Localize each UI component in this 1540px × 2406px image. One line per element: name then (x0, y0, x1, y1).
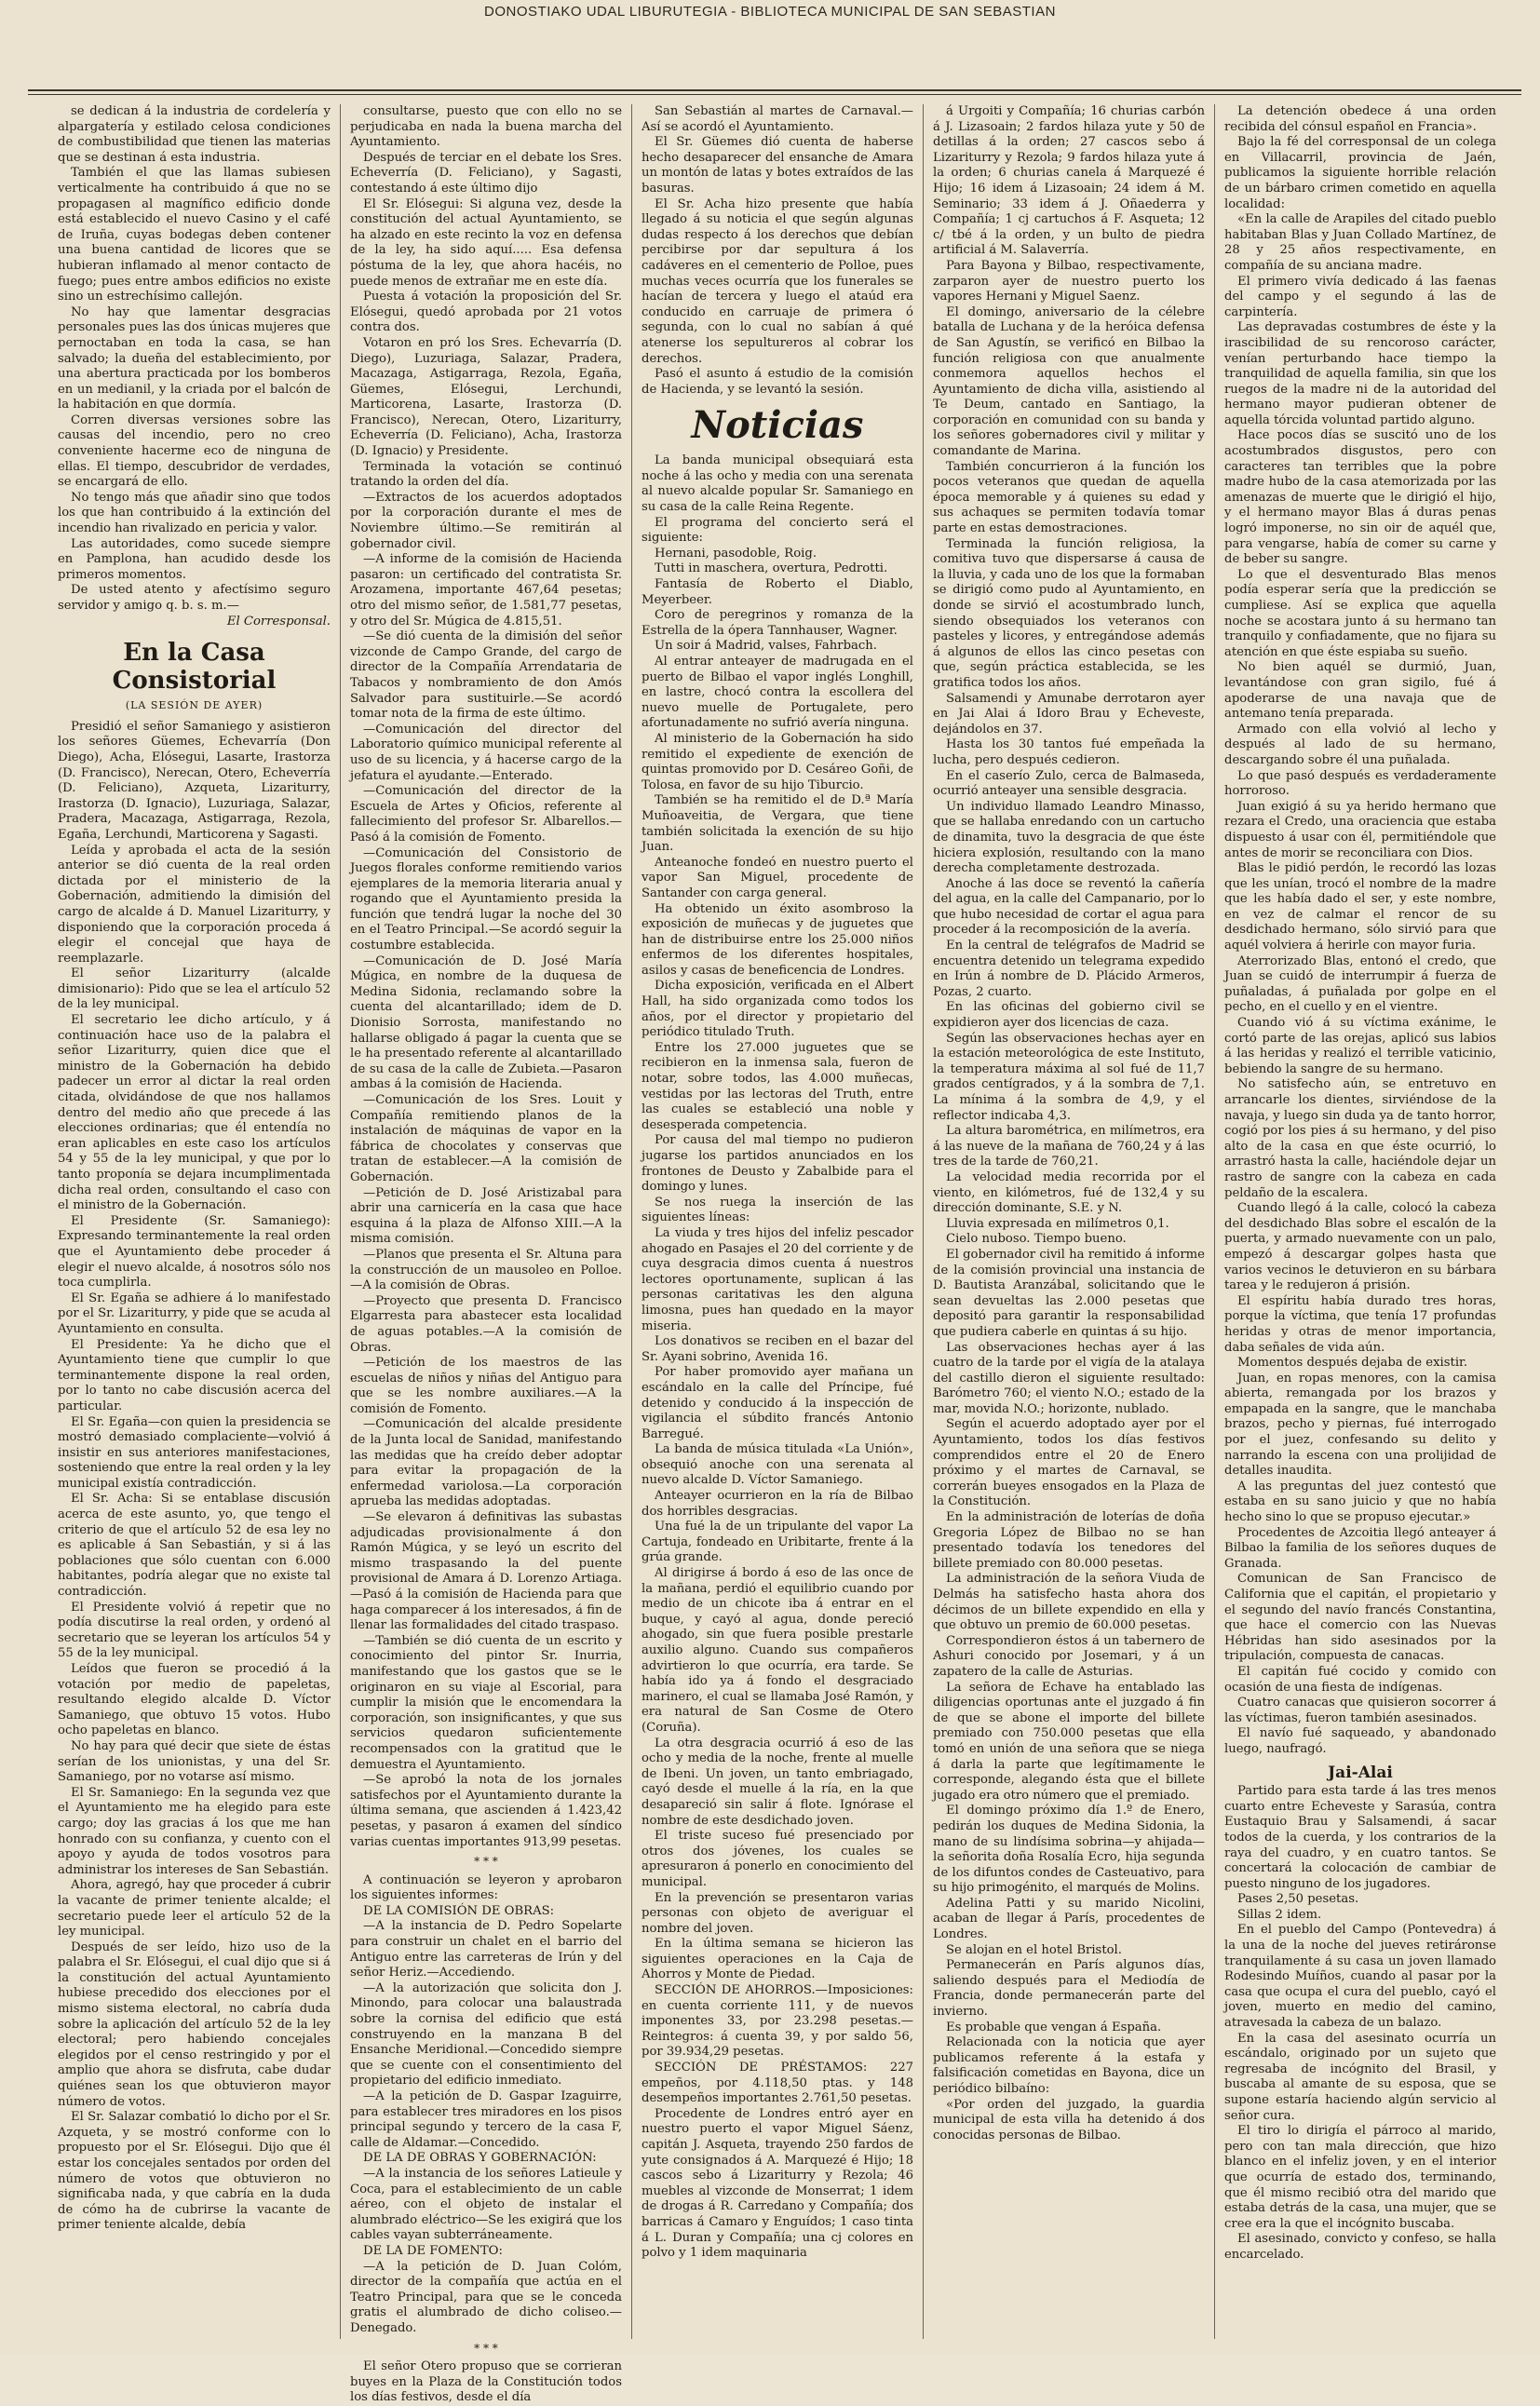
paragraph: SECCIÓN DE PRÉSTAMOS: 227 empeños, por 4.118,50 ptas. y 148 desempeños importantes 2.761,50 pesetas. (642, 2061, 913, 2106)
paragraph: Las autoridades, como sucede siempre en Pamplona, han acudido desde los primeros momentos. (58, 536, 331, 582)
paragraph: La otra desgracia ocurrió á eso de las ocho y media de la noche, frente al muelle de Ibeni. Un joven, un tanto embriagado, cayó desde el muelle á la ría, en la que desapareció sin salir á flote. Ignórase el nombre de este desdichado joven. (642, 1736, 913, 1828)
paragraph: —Comunicación del director del Laboratorio químico municipal referente al uso de su licencia, y á hacerse cargo de la jefatura el ayudante.—Enterado. (350, 722, 622, 783)
paragraph: Leída y aprobada el acta de la sesión anterior se dió cuenta de la real orden dictada por el ministerio de la Gobernación, admitiendo la dimisión del cargo de alcalde á D. Manuel Lizariturry, y disponiendo que la corporación proceda á elegir el concejal que haya de reemplazarle. (58, 843, 331, 966)
paragraph: También concurrieron á la función los pocos veteranos que quedan de aquella época memorable y á quienes su edad y sus achaques se permiten todavía tomar parte en estas demostraciones. (933, 459, 1205, 536)
paragraph: Después de ser leído, hizo uso de la palabra el Sr. Elósegui, el cual dijo que si á la constitución del actual Ayuntamiento hubiese precedido dos elecciones por el mismo sistema electoral, no cabría duda sobre la aplicación del artículo 52 de la ley electoral; pero habiendo concejales elegidos por el censo restringido y por el amplio que ahora se disfruta, cabe dudar quiénes sean los que obtuvieron mayor número de votos. (58, 1940, 331, 2109)
noticias-title: Noticias (691, 403, 864, 448)
paragraph: La altura barométrica, en milímetros, era á las nueve de la mañana de 760,24 y á las tres de la tarde de 760,21. (933, 1124, 1205, 1169)
paragraph: El Sr. Acha: Si se entablase discusión acerca de este asunto, yo, que tengo el criterio de que el artículo 52 de esa ley no es aplicable á San Sebastián, y si á las poblaciones que sólo cuentan con 6.000 habitantes, podría alegar que no existe tal contradicción. (58, 1492, 331, 1600)
paragraph: Puesta á votación la proposición del Sr. Elósegui, quedó aprobada por 21 votos contra dos. (350, 290, 622, 335)
column-1 (48, 104, 340, 2339)
paragraph: DE LA DE OBRAS Y GOBERNACIÓN: (363, 2151, 597, 2166)
paragraph: El secretario lee dicho artículo, y á continuación hace uso de la palabra el señor Lizariturry, quien dice que el ministro de la Gobernación ha debido padecer un error al dictar la real orden citada, olvidándose de que nos hallamos dentro del medio año que precede á las elecciones ordinarias; que él entendía no eran aplicables en este caso los artículos 54 y 55 de la ley municipal, y que por lo tanto proponía se dejara incumplimentada dicha real orden, consultando el caso con el ministro de la Gobernación. (58, 1013, 331, 1213)
paragraph: Cielo nuboso. Tiempo bueno. (946, 1232, 1127, 1247)
paragraph: Entre los 27.000 juguetes que se recibieron en la inmensa sala, fueron de notar, sobre todos, las 4.000 muñecas, vestidas por las lectoras del Truth, entre las cuales se estableció una noble y desesperada competencia. (642, 1040, 913, 1132)
columns (48, 104, 1506, 2405)
paragraph: Un individuo llamado Leandro Minasso, que se hallaba enredando con un cartucho de dinamita, tuvo la desgracia de que éste hiciera explosión, resultando con la mano derecha completamente destrozada. (933, 799, 1205, 876)
paragraph: El Sr. Acha hizo presente que había llegado á su noticia el que según algunas dudas respecto á los derechos que debían percibirse por dar sepultura á los cadáveres en el cementerio de Polloe, pues muchas veces ocurría que los funerales se hacían de tercera y luego el ataúd era conducido en carruaje de primera ó segunda, con lo cual no sabían á qué atenerse los sepultureros al cobrar los derechos. (642, 196, 913, 366)
paragraph: Terminada la función religiosa, la comitiva tuvo que dispersarse á causa de la lluvia, y cada uno de los que la formaban se dirigió como pudo al Ayuntamiento, en donde se sirvió el acostumbrado lunch, siendo obsequiados los veteranos con pasteles y licores, y entregándose además á algunos de ellos las cinco pesetas con que, según práctica establecida, se les gratifica todos los años. (933, 536, 1205, 690)
paragraph: En las oficinas del gobierno civil se expidieron ayer dos licencias de caza. (933, 1000, 1205, 1031)
paragraph: No hay para qué decir que siete de éstas serían de los unionistas, y una del Sr. Samaniego, por no votarse así mismo. (58, 1738, 331, 1785)
paragraph: DE LA COMISIÓN DE OBRAS: (363, 1903, 555, 1918)
paragraph: La velocidad media recorrida por el viento, en kilómetros, fué de 132,4 y su dirección dominante, S.E. y N. (933, 1169, 1205, 1216)
column-3 (631, 104, 923, 2339)
paragraph: El Sr. Güemes dió cuenta de haberse hecho desaparecer del ensanche de Amara un montón de latas y botes extraídos de las basuras. (642, 135, 913, 196)
paragraph: Presidió el señor Samaniego y asistieron los señores Güemes, Echevarría (Don Diego), Acha, Elósegui, Lasarte, Irastorza (D. Francisco), Nerecan, Otero, Echeverría (D. Feliciano), Azqueta, Lizariturry, Irastorza (D. Ignacio), Luzuriaga, Salazar, Pradera, Macazaga, Astigarraga, Rezola, Egaña, Lerchundi, Marticorena y Sagasti. (58, 719, 331, 842)
paragraph: Blas le pidió perdón, le recordó las lozas que les unían, trocó el nombre de la madre que les había dado el ser, y este nombre, en vez de calmar el rencor de su desdichado hermano, sólo sirvió para que aquél volviera á herirle con mayor furia. (1224, 861, 1496, 953)
paragraph: —Se aprobó la nota de los jornales satisfechos por el Ayuntamiento durante la última semana, que ascienden á 1.423,42 pesetas, y pasaron á examen del síndico varias cuentas importantes 913,99 pesetas. (350, 1773, 622, 1849)
paragraph: —Proyecto que presenta D. Francisco Elgarresta para abastecer esta localidad de aguas potables.—A la comisión de Obras. (350, 1293, 622, 1355)
paragraph: —A la petición de D. Juan Colóm, director de la compañía que actúa en el Teatro Principal, para que se le conceda gratis el alumbrado de dicho coliseo.—Denegado. (350, 2259, 622, 2335)
paragraph: A las preguntas del juez contestó que estaba en su sano juicio y que no había hecho sino lo que se propuso ejecutar.» (1224, 1479, 1496, 1525)
paragraph: El triste suceso fué presenciado por otros dos jóvenes, los cuales se apresuraron á ponerlo en conocimiento del municipal. (642, 1829, 913, 1889)
paragraph: á Urgoiti y Compañía; 16 churias carbón á J. Lizasoain; 2 fardos hilaza yute y 50 de detillas á la orden; 27 cascos sebo á Lizariturry y Rezola; 9 fardos hilaza yute á la orden; 6 churias canela á Marquezé é Hijo; 16 idem á Lizasoain; 24 idem á M. Seminario; 33 idem á J. Oñaederra y Compañía; 1 cj cartuchos á F. Asqueta; 12 c/ tbé á la orden, y un bulto de piedra artificial á M. Salaverría. (933, 104, 1205, 258)
paragraph: Procedente de Londres entró ayer en nuestro puerto el vapor Miguel Sáenz, capitán J. Asqueta, trayendo 250 fardos de yute consignados á A. Marquezé é Hijo; 18 cascos sebo á Lizariturry y Rezola; 46 muebles al vizconde de Monserrat; 1 idem de drogas á R. Carredano y Compañía; dos barricas á Camaro y Enguídos; 1 caso tinta á L. Duran y Compañía; una cj colores en polvo y 1 idem maquinaria (642, 2106, 913, 2261)
paragraph: —Planos que presenta el Sr. Altuna para la construcción de un mausoleo en Polloe.—A la comisión de Obras. (350, 1247, 622, 1293)
paragraph: El señor Lizariturry (alcalde dimisionario): Pido que se lea el artículo 52 de la ley municipal. (58, 966, 331, 1012)
paragraph: Un soir á Madrid, valses, Fahrbach. (655, 639, 877, 654)
paragraph: Hernani, pasodoble, Roig. (655, 546, 817, 561)
paragraph: Dicha exposición, verificada en el Albert Hall, ha sido organizada como todos los años, por el director y propietario del periódico titulado Truth. (642, 979, 913, 1040)
paragraph: El espíritu había durado tres horas, porque la víctima, que tenía 17 profundas heridas y otras de menor importancia, daba señales de vida aún. (1224, 1293, 1496, 1355)
signature: El Corresponsal. (226, 614, 331, 629)
paragraph: Según las observaciones hechas ayer en la estación meteorológica de este Instituto, la temperatura máxima al sol fué de 11,7 grados centígrados, y á la sombra de 7,1. La mínima á la sombra de 4,9, y el reflector indicaba 4,3. (933, 1031, 1205, 1123)
paragraph: Hasta los 30 tantos fué empeñada la lucha, pero después cedieron. (933, 737, 1205, 767)
paragraph: SECCIÓN DE AHORROS.—Imposiciones: en cuenta corriente 111, y de nuevos imponentes 33, por 23.298 pesetas.—Reintegros: á cuenta 39, y por saldo 56, por 39.934,29 pesetas. (642, 1983, 913, 2060)
paragraph: Sillas 2 idem. (1237, 1907, 1322, 1922)
paragraph: En la administración de loterías de doña Gregoria López de Bilbao no se han presentado todavía los tenedores del billete premiado con 80.000 pesetas. (933, 1510, 1205, 1571)
paragraph: Corren diversas versiones sobre las causas del incendio, pero no creo conveniente hacerme eco de ninguna de ellas. El tiempo, descubridor de verdades, se encargará de ello. (58, 412, 331, 490)
paragraph: se dedican á la industria de cordelería y alpargatería y estilado celosa condiciones de combustibilidad que tienen las materias que se destinan á esta industria. (58, 104, 331, 165)
paragraph: —Extractos de los acuerdos adoptados por la corporación durante el mes de Noviembre último.—Se remitirán al gobernador civil. (350, 490, 622, 551)
column-2 (340, 104, 631, 2405)
top-rule-thin (28, 94, 1521, 95)
paragraph: En la prevención se presentaron varias personas con objeto de averiguar el nombre del joven. (642, 1890, 913, 1936)
paragraph: —Petición de los maestros de las escuelas de niños y niñas del Antiguo para que se les nombre auxiliares.—A la comisión de Fomento. (350, 1356, 622, 1416)
paragraph: El Presidente (Sr. Samaniego): Expresando terminantemente la real orden que el Ayuntamiento debe proceder á elegir el nuevo alcalde, á nosotros sólo nos toca cumplirla. (58, 1213, 331, 1291)
paragraph: Bajo la fé del corresponsal de un colega en Villacarril, provincia de Jaén, publicamos la siguiente horrible relación de un bárbaro crimen cometido en aquella localidad: (1224, 135, 1496, 211)
paragraph: DE LA DE FOMENTO: (363, 2243, 503, 2258)
paragraph: El tiro lo dirigía el párroco al marido, pero con tan mala dirección, que hizo blanco en el infeliz joven, y en el interior que ocurría de estado dos, terminando, que él mismo recibió otra del marido que estaba detrás de la casa, una mujer, que se cree era la que el incógnito buscaba. (1224, 2124, 1496, 2231)
paragraph: Aterrorizado Blas, entonó el credo, que Juan se cuidó de interrumpir á fuerza de puñaladas, á puñalada por golpe en el pecho, en el cuello y en el vientre. (1224, 953, 1496, 1015)
paragraph: «En la calle de Arapiles del citado pueblo habitaban Blas y Juan Collado Martínez, de 28 y 25 años respectivamente, en compañía de su anciana madre. (1224, 212, 1496, 273)
paragraph: No hay que lamentar desgracias personales pues las dos únicas mujeres que pernoctaban en toda la casa, se han salvado; la dueña del establecimiento, por una abertura practicada por los bomberos en un medianil, y la criada por el balcón de la habitación en que dormía. (58, 304, 331, 412)
paragraph: Los donativos se reciben en el bazar del Sr. Ayani sobrino, Avenida 16. (642, 1334, 913, 1364)
paragraph: Para Bayona y Bilbao, respectivamente, zarparon ayer de nuestro puerto los vapores Hernani y Miguel Saenz. (933, 258, 1205, 304)
paragraph: El señor Otero propuso que se corrieran buyes en la Plaza de la Constitución todos los días festivos, desde el día (350, 2359, 622, 2405)
paragraph: También el que las llamas subiesen verticalmente ha contribuido á que no se propagasen al magnífico edificio donde está establecido el nuevo Casino y el café de Iruña, cuyas bodegas deben contener una buena cantidad de licores que se hubieran inflamado al menor contacto de fuego; pues entre ambos edificios no existe sino un estrechísimo callejón. (58, 166, 331, 304)
paragraph: El Presidente: Ya he dicho que el Ayuntamiento tiene que cumplir lo que terminantemente dispone la real orden, por lo tanto no cabe discusión acerca del particular. (58, 1337, 331, 1413)
paragraph: No bien aquél se durmió, Juan, levantándose con gran sigilo, fué á apoderarse de una navaja que de antemano tenía preparada. (1224, 660, 1496, 722)
paragraph: De usted atento y afectísimo seguro servidor y amigo q. b. s. m.— (58, 583, 331, 613)
paragraph: Las observaciones hechas ayer á las cuatro de la tarde por el vigía de la atalaya del castillo dieron el siguiente resultado: Barómetro 760; el viento N.O.; estado de la mar, movida N.O.; horizonte, nublado. (933, 1340, 1205, 1416)
paragraph: —Comunicación del director de la Escuela de Artes y Oficios, referente al fallecimiento del profesor Sr. Albarellos.—Pasó á la comisión de Fomento. (350, 784, 622, 845)
paragraph: —Se elevaron á definitivas las subastas adjudicadas provisionalmente á don Ramón Múgica, y se leyó un escrito del mismo traspasando la del puente provisional de Amara á D. Lorenzo Artiaga.—Pasó á la comisión de Hacienda para que haga comparecer á los interesados, á fin de llenar las formalidades del citado traspaso. (350, 1510, 622, 1633)
paragraph: El primero vivía dedicado á las faenas del campo y el segundo á las de carpintería. (1224, 274, 1496, 319)
paragraph: Se alojan en el hotel Bristol. (946, 1942, 1122, 1957)
paragraph: —A informe de la comisión de Hacienda pasaron: un certificado del contratista Sr. Arozamena, importante 467,64 pesetas; otro del mismo señor, de 1.581,77 pesetas, y otro del Sr. Múgica de 4.815,51. (350, 552, 622, 629)
paragraph: consultarse, puesto que con ello no se perjudicaba en nada la buena marcha del Ayuntamiento. (350, 104, 622, 150)
paragraph: —Comunicación del Consistorio de Juegos florales conforme remitiendo varios ejemplares de la memoria literaria anual y rogando que el Ayuntamiento presida la función que tendrá lugar la noche del 30 en el Teatro Principal.—Se acordó seguir la costumbre establecida. (350, 845, 622, 953)
paragraph: Terminada la votación se continuó tratando la orden del día. (350, 459, 622, 490)
paragraph: No satisfecho aún, se entretuvo en arrancarle los dientes, sirviéndose de la navaja, y luego sin duda ya de tanto horror, cogió por los pies á su hermano, y del piso alto de la casa en que éste ocurrió, lo arrastró hasta la calle, haciéndole dejar un rastro de sangre con la cabeza en cada peldaño de la escalera. (1224, 1077, 1496, 1200)
column-5 (1214, 104, 1506, 2339)
paragraph: Después de terciar en el debate los Sres. Echeverría (D. Feliciano), y Sagasti, contestando á este último dijo (350, 150, 622, 196)
section-title: En la Casa Consistorial (112, 639, 277, 696)
paragraph: Ahora, agregó, hay que proceder á cubrir la vacante de primer teniente alcalde; el secretario puede leer el artículo 52 de la ley municipal. (58, 1878, 331, 1940)
stars-separator: * * * (474, 2341, 498, 2355)
paragraph: Coro de peregrinos y romanza de la Estrella de la ópera Tannhauser, Wagner. (642, 608, 913, 638)
paragraph: El Sr. Samaniego: En la segunda vez que el Ayuntamiento me ha elegido para este cargo; doy las gracias á los que me han honrado con su confianza, y cuento con el apoyo y ayuda de todos vosotros para administrar los intereses de San Sebastián. (58, 1785, 331, 1877)
paragraph: Hace pocos días se suscitó uno de los acostumbrados disgustos, pero con caracteres tan terribles que la pobre madre hubo de la casa atemorizada por las amenazas de muerte que le dirigió el hijo, y el hermano mayor Blas á duras penas logró imponerse, no sin oir de aquél que, para vengarse, había de comer su carne y de beber su sangre. (1224, 428, 1496, 567)
paragraph: Correspondieron éstos á un tabernero de Ashuri conocido por Josemari, y á un zapatero de la calle de Asturias. (933, 1633, 1205, 1679)
paragraph: El Presidente volvió á repetir que no podía discutirse la real orden, y ordenó al secretario que se leyeran los artículos 54 y 55 de la ley municipal. (58, 1600, 331, 1661)
paragraph: —También se dió cuenta de un escrito y conocimiento del pintor Sr. Inurria, manifestando que los gastos que se le originaron en su viaje al Escorial, para cumplir la misión que le encomendara la corporación, son insignificantes, y que sus servicios quedaron suficientemente recompensados con la gratitud que le demuestra el Ayuntamiento. (350, 1633, 622, 1772)
paragraph: La banda municipal obsequiará esta noche á las ocho y media con una serenata al nuevo alcalde popular Sr. Samaniego en su casa de la calle Reina Regente. (642, 453, 913, 515)
paragraph: La administración de la señora Viuda de Delmás ha satisfecho hasta ahora dos décimos de un billete expendido en ella y que obtuvo un premio de 60.000 pesetas. (933, 1572, 1205, 1633)
paragraph: Al dirigirse á bordo á eso de las once de la mañana, perdió el equilibrio cuando por medio de un chicote iba á entrar en el buque, y cayó al agua, donde pereció ahogado, sin que fuera posible prestarle auxilio alguno. Cuando sus compañeros advirtieron lo que ocurría, era tarde. Se había ido ya á fondo el desgraciado marinero, el cual se llamaba José Ramón, y era natural de San Cosme de Otero (Coruña). (642, 1566, 913, 1735)
top-rule (28, 89, 1521, 91)
paragraph: El Sr. Egaña—con quien la presidencia se mostró demasiado complaciente—volvió á insistir en sus anteriores manifestaciones, sosteniendo que entre la real orden y la ley municipal existía contradicción. (58, 1414, 331, 1491)
paragraph: El Sr. Salazar combatió lo dicho por el Sr. Azqueta, y se mostró conforme con lo propuesto por el Sr. Elósegui. Dijo que él estar los concejales sentados por orden del número de votos que obtuvieron no significaba nada, y que cabría en la duda de cómo ha de cubrirse la vacante de primer teniente alcalde, debía (58, 2110, 331, 2233)
paragraph: Lo que pasó después es verdaderamente horroroso. (1224, 768, 1496, 799)
paragraph: San Sebastián al martes de Carnaval.—Así se acordó el Ayuntamiento. (642, 104, 913, 134)
paragraph: —A la petición de D. Gaspar Izaguirre, para establecer tres miradores en los pisos principal segundo y tercero de la casa F, calle de Aldamar.—Concedido. (350, 2089, 622, 2150)
paragraph: Fantasía de Roberto el Diablo, Meyerbeer. (642, 577, 913, 607)
paragraph: El domingo, aniversario de la célebre batalla de Luchana y de la heróica defensa de San Agustín, se verificó en Bilbao la función religiosa con que anualmente conmemora aquellos hechos el Ayuntamiento de dicha villa, asistiendo al Te Deum, cantado en Santiago, la corporación en comunidad con su banda y los señores gobernadores civil y militar y comandante de Marina. (933, 304, 1205, 459)
column-4 (923, 104, 1214, 2339)
paragraph: La viuda y tres hijos del infeliz pescador ahogado en Pasajes el 20 del corriente y de cuya desgracia dimos cuenta á nuestros lectores oportunamente, suplican á las personas caritativas les den alguna limosna, pues han quedado en la mayor miseria. (642, 1225, 913, 1333)
paragraph: También se ha remitido el de D.ª María Muñoaveitia, de Vergara, que tiene también solicitada la exención de su hijo Juan. (642, 793, 913, 855)
paragraph: Armado con ella volvió al lecho y después al lado de su hermano, descargando sobre él una puñalada. (1224, 722, 1496, 767)
paragraph: Es probable que vengan á España. (946, 2020, 1162, 2034)
paragraph: Anteayer ocurrieron en la ría de Bilbao dos horribles desgracias. (642, 1489, 913, 1519)
paragraph: —Comunicación de los Sres. Louit y Compañía remitiendo planos de la instalación de máquinas de vapor en la fábrica de chocolates y conservas que tratan de establecer.—A la comisión de Gobernación. (350, 1093, 622, 1184)
paragraph: Anteanoche fondeó en nuestro puerto el vapor San Miguel, procedente de Santander con carga general. (642, 855, 913, 900)
jai-alai-heading: Jai-Alai (1328, 1763, 1393, 1782)
paragraph: —Comunicación del alcalde presidente de la Junta local de Sanidad, manifestando las medidas que ha creído deber adoptar para evitar la propagación de la enfermedad variolosa.—La corporación aprueba las medidas adoptadas. (350, 1417, 622, 1509)
paragraph: Cuatro canacas que quisieron socorrer á las víctimas, fueron también asesinados. (1224, 1696, 1496, 1725)
paragraph: Procedentes de Azcoitia llegó anteayer á Bilbao la familia de los señores duques de Granada. (1224, 1525, 1496, 1571)
paragraph: Lluvia expresada en milímetros 0,1. (946, 1216, 1169, 1231)
paragraph: El Sr. Egaña se adhiere á lo manifestado por el Sr. Lizariturry, y pide que se acuda al Ayuntamiento en consulta. (58, 1291, 331, 1336)
paragraph: Pasó el asunto á estudio de la comisión de Hacienda, y se levantó la sesión. (642, 367, 913, 397)
paragraph: En el pueblo del Campo (Pontevedra) á la una de la noche del jueves retiráronse tranquilamente á su casa un joven llamado Rodesindo Muíños, cuando al pasar por la casa que ocupa el cura del pueblo, cayó el joven, muerto en medio del camino, atravesada la cabeza de un balazo. (1224, 1923, 1496, 2031)
paragraph: Según el acuerdo adoptado ayer por el Ayuntamiento, todos los días festivos comprendidos entre el 20 de Enero próximo y el martes de Carnaval, se correrán bueyes ensogados en la Plaza de la Constitución. (933, 1417, 1205, 1509)
paragraph: No tengo más que añadir sino que todos los que han contribuido á la extinción del incendio han rivalizado en pericia y valor. (58, 490, 331, 536)
paragraph: Se nos ruega la inserción de las siguientes líneas: (642, 1195, 913, 1225)
paragraph: Por haber promovido ayer mañana un escándalo en la calle del Príncipe, fué detenido y conducido á la inspección de vigilancia el súbdito francés Antonio Barregué. (642, 1365, 913, 1441)
paragraph: —Petición de D. José Aristizabal para abrir una carnicería en la casa que hace esquina á la plaza de Alfonso XIII.—A la misma comisión. (350, 1185, 622, 1247)
paragraph: La detención obedece á una orden recibida del cónsul español en Francia». (1224, 104, 1496, 134)
paragraph: Adelina Patti y su marido Nicolini, acaban de llegar á París, procedentes de Londres. (933, 1896, 1205, 1942)
paragraph: Tutti in maschera, overtura, Pedrotti. (655, 561, 888, 576)
paragraph: —Comunicación de D. José María Múgica, en nombre de la duquesa de Medina Sidonia, reclamando sobre la cuenta del alcantarillado; idem de D. Dionisio Sorrosta, manifestando no hallarse obligado á pagar la cuenta que se le ha presentado referente al alcantarillado de su casa de la calle de Zubieta.—Pasaron ambas á la comisión de Hacienda. (350, 953, 622, 1092)
stars-separator: * * * (474, 1855, 498, 1869)
paragraph: —A la autorización que solicita don J. Minondo, para colocar una balaustrada sobre la cornisa del edificio que está construyendo en la manzana B del Ensanche Meridional.—Concedido siempre que se cuente con el consentimiento del propietario del edificio inmediato. (350, 1980, 622, 2088)
paragraph: Comunican de San Francisco de California que el capitán, el propietario y el segundo del navío francés Constantina, que hace el comercio con las Nuevas Hébridas han sido asesinados por la tripulación, compuesta de canacas. (1224, 1572, 1496, 1664)
paragraph: Votaron en pró los Sres. Echevarría (D. Diego), Luzuriaga, Salazar, Pradera, Macazaga, Astigarraga, Rezola, Egaña, Güemes, Elósegui, Lerchundi, Marticorena, Lasarte, Irastorza (D. Francisco), Nerecan, Otero, Lizariturry, Echeverría (D. Feliciano), Acha, Irastorza (D. Ignacio) y Presidente. (350, 335, 622, 459)
paragraph: Al entrar anteayer de madrugada en el puerto de Bilbao el vapor inglés Longhill, en lastre, chocó contra la escollera del nuevo muelle de Portugalete, pero afortunadamente no sufrió avería ninguna. (642, 655, 913, 731)
paragraph: En el caserío Zulo, cerca de Balmaseda, ocurrió anteayer una sensible desgracia. (933, 768, 1205, 799)
paragraph: En la central de telégrafos de Madrid se encuentra detenido un telegrama expedido en Irún á nombre de D. Plácido Armeros, Pozas, 2 cuarto. (933, 939, 1205, 999)
paragraph: Juan, en ropas menores, con la camisa abierta, remangada por los brazos y empapada en la sangre, que le manchaba brazos, pecho y piernas, fué interrogado por el juez, confesando su delito y narrando la escena con una prolijidad de detalles inaudita. (1224, 1371, 1496, 1479)
paragraph: Las depravadas costumbres de éste y la irascibilidad de su rencoroso carácter, venían perturbando hace tiempo la tranquilidad de aquella familia, sin que los ruegos de la madre ni de la autoridad del hermano mayor pudieran obtener de aquella tórcida voluntad partido alguno. (1224, 320, 1496, 427)
paragraph: Juan exigió á su ya herido hermano que rezara el Credo, una oraciencia que estaba dispuesto á usar con él, permitiéndole que antes de morir se reconciliara con Dios. (1224, 799, 1496, 860)
paragraph: La banda de música titulada «La Unión», obsequió anoche con una serenata al nuevo alcalde D. Víctor Samaniego. (642, 1442, 913, 1488)
paragraph: El navío fué saqueado, y abandonado luego, naufragó. (1224, 1726, 1496, 1756)
paragraph: Lo que el desventurado Blas menos podía esperar sería que la predicción se cumpliese. Así se explica que aquella noche se acostara junto á su hermano tan tranquilo y confiadamente, que no fijara su atención en que éste espiaba su sueño. (1224, 567, 1496, 659)
paragraph: «Por orden del juzgado, la guardia municipal de esta villa ha detenido á dos conocidas personas de Bilbao. (933, 2097, 1205, 2142)
paragraph: El gobernador civil ha remitido á informe de la comisión provincial una instancia de D. Bautista Aranzábal, solicitando que le sean devueltas las 2.000 pesetas que depositó para garantir la responsabilidad que pudiera caberle en quintas á su hijo. (933, 1247, 1205, 1339)
paragraph: Relacionada con la noticia que ayer publicamos referente á la estafa y falsificación cometidas en Bayona, dice un periódico bilbaíno: (933, 2035, 1205, 2096)
paragraph: —A la instancia de D. Pedro Sopelarte para construir un chalet en el barrio del Antiguo entre las carreteras de Irún y del señor Heriz.—Accediendo. (350, 1919, 622, 1980)
paragraph: Salsamendi y Amunabe derrotaron ayer en Jai Alai á Idoro Brau y Echeveste, dejándolos en 37. (933, 691, 1205, 737)
paragraph: —Se dió cuenta de la dimisión del señor vizconde de Campo Grande, del cargo de director de la Compañía Arrendataria de Tabacos y nombramiento de don Amós Salvador para sustituirle.—Se acordó tomar nota de la firma de este último. (350, 629, 622, 722)
library-header: DONOSTIAKO UDAL LIBURUTEGIA - BIBLIOTECA MUNICIPAL DE SAN SEBASTIAN (484, 4, 1056, 20)
paragraph: Ha obtenido un éxito asombroso la exposición de muñecas y de juguetes que han de distribuirse entre los 25.000 niños enfermos de los diferentes hospitales, asilos y casas de beneficencia de Londres. (642, 901, 913, 978)
paragraph: Al ministerio de la Gobernación ha sido remitido el expediente de exención de quintas promovido por D. Cesáreo Goñi, de Tolosa, en favor de su hijo Tiburcio. (642, 731, 913, 792)
paragraph: —A la instancia de los señores Latieule y Coca, para el establecimiento de un cable aéreo, con el objeto de instalar el alumbrado eléctrico—Se les exigirá que los cables vayan subterráneamente. (350, 2166, 622, 2243)
paragraph: En la última semana se hicieron las siguientes operaciones en la Caja de Ahorros y Monte de Piedad. (642, 1937, 913, 1982)
paragraph: El domingo próximo día 1.º de Enero, pedirán los duques de Medina Sidonia, la mano de su lindísima sobrina—y ahijada—la señorita doña Rosalía Ecro, hija segunda de los difuntos condes de Casteuativo, para su hijo primogénito, el marqués de Molins. (933, 1804, 1205, 1896)
paragraph: Por causa del mal tiempo no pudieron jugarse los partidos anunciados en los frontones de Deusto y Zabalbide para el domingo y lunes. (642, 1133, 913, 1195)
paragraph: El Sr. Elósegui: Si alguna vez, desde la constitución del actual Ayuntamiento, se ha alzado en este recinto la voz en defensa de la ley, ha sido aquí..... Esa defensa póstuma de la ley, que ahora hacéis, no puede menos de extrañar me en este día. (350, 196, 622, 289)
paragraph: El programa del concierto será el siguiente: (642, 515, 913, 546)
paragraph: Leídos que fueron se procedió á la votación por medio de papeletas, resultando elegido alcalde D. Víctor Samaniego, que obtuvo 15 votos. Hubo ocho papeletas en blanco. (58, 1662, 331, 1738)
paragraph: Pases 2,50 pesetas. (1237, 1892, 1359, 1907)
paragraph: La señora de Echave ha entablado las diligencias oportunas ante el juzgado á fin de que se abone el importe del billete premiado con 750.000 pesetas que ella tomó en unión de una señora que se niega á darla la parte que legítimamente le corresponde, alegando ésta que el billete jugado era otro número que el premiado. (933, 1680, 1205, 1803)
paragraph: Una fué la de un tripulante del vapor La Cartuja, fondeado en Uribitarte, frente á la grúa grande. (642, 1520, 913, 1565)
paragraph: Permanecerán en París algunos días, saliendo después para el Mediodía de Francia, donde permanecerán parte del invierno. (933, 1958, 1205, 2020)
paragraph: Cuando vió á su víctima exánime, le cortó parte de las orejas, aplicó sus labios á las heridas y realizó el terrible vaticinio, bebiendo la sangre de su hermano. (1224, 1016, 1496, 1076)
paragraph: Anoche á las doce se reventó la cañería del agua, en la calle del Campanario, por lo que hubo necesidad de cortar el agua para proceder á la recomposición de la avería. (933, 876, 1205, 938)
paragraph: Momentos después dejaba de existir. (1237, 1356, 1468, 1371)
paragraph: Partido para esta tarde á las tres menos cuarto entre Echeveste y Sarasúa, contra Eustaquio Brau y Salsamendi, á sacar todos de la cuerda, y los contrarios de la raya del cuadro, y en cuatro tantos. Se concertará la colocación de cambiar de puesto ninguno de los jugadores. (1224, 1784, 1496, 1891)
paragraph: A continuación se leyeron y aprobaron los siguientes informes: (350, 1872, 622, 1903)
paragraph: Cuando llegó á la calle, colocó la cabeza del desdichado Blas sobre el escalón de la puerta, y armado nuevamente con un palo, empezó á descargar golpes hasta que varios vecinos le detuvieron en su bárbara tarea y le redujeron á prisión. (1224, 1201, 1496, 1293)
paragraph: En la casa del asesinato ocurría un escándalo, originado por un sujeto que regresaba de incógnito del Brasil, y buscaba al amante de su esposa, que se supone estaría haciendo algún servicio al señor cura. (1224, 2031, 1496, 2123)
paragraph: El asesinado, convicto y confeso, se halla encarcelado. (1224, 2232, 1496, 2262)
paragraph: El capitán fué cocido y comido con ocasión de una fiesta de indígenas. (1224, 1664, 1496, 1695)
section-subtitle: (LA SESIÓN DE AYER) (125, 699, 263, 712)
